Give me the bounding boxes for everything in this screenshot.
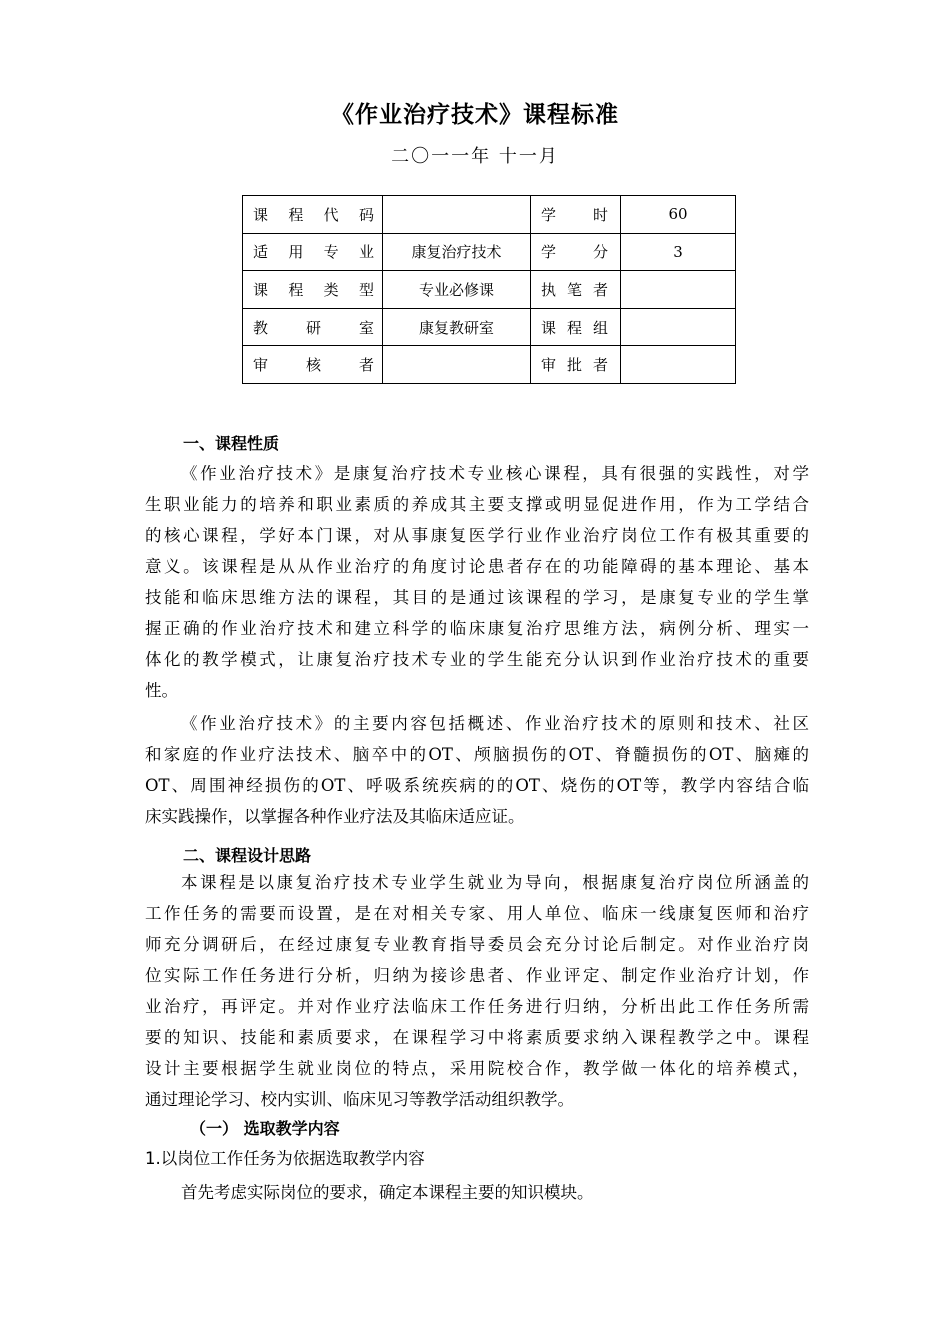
paragraph-line: 本课程是以康复治疗技术专业学生就业为导向，根据康复治疗岗位所涵盖的	[181, 873, 809, 892]
info-row	[243, 196, 736, 234]
paragraph-line: 《作业治疗技术》的主要内容包括概述、作业治疗技术的原则和技术、社区	[181, 714, 809, 733]
paragraph-line: 工作任务的需要而设置，是在对相关专家、用人单位、临床一线康复医师和治疗	[145, 904, 809, 923]
paragraph-line: 床实践操作，以掌握各种作业疗法及其临床适应证。	[145, 807, 525, 826]
info-value	[621, 346, 736, 384]
paragraph-line: 技能和临床思维方法的课程，其目的是通过该课程的学习，是康复专业的学生掌	[145, 588, 809, 607]
info-value	[621, 308, 736, 346]
info-value: 康复治疗技术	[383, 233, 531, 271]
info-label: 课程组	[531, 308, 621, 346]
nature-paragraph-1	[145, 458, 809, 706]
info-label: 课程类型	[243, 271, 383, 309]
info-label: 学分	[531, 233, 621, 271]
item-1-heading: 1.以岗位工作任务为依据选取教学内容	[145, 1149, 425, 1168]
info-label: 审核者	[243, 346, 383, 384]
paragraph-line: 通过理论学习、校内实训、临床见习等教学活动组织教学。	[145, 1090, 574, 1109]
paragraph-line: 《作业治疗技术》是康复治疗技术专业核心课程，具有很强的实践性，对学	[181, 464, 809, 483]
course-info-table	[242, 195, 736, 384]
document-date: 二〇一一年 十一月	[391, 146, 559, 167]
paragraph-line: 的核心课程，学好本门课，对从事康复医学行业作业治疗岗位工作有极其重要的	[145, 526, 809, 545]
paragraph-line: 意义。该课程是从从作业治疗的角度讨论患者存在的功能障碍的基本理论、基本	[145, 557, 809, 576]
info-label: 执笔者	[531, 271, 621, 309]
info-label: 学时	[531, 196, 621, 234]
info-label: 审批者	[531, 346, 621, 384]
paragraph-line: 和家庭的作业疗法技术、脑卒中的OT、颅脑损伤的OT、脊髓损伤的OT、脑瘫的	[145, 745, 809, 764]
info-label: 适用专业	[243, 233, 383, 271]
info-row	[243, 346, 736, 384]
section-heading-nature: 一、课程性质	[183, 434, 280, 453]
info-value: 60	[621, 196, 736, 234]
info-row	[243, 308, 736, 346]
paragraph-line: 生职业能力的培养和职业素质的养成其主要支撑或明显促进作用，作为工学结合	[145, 495, 809, 514]
info-value	[383, 196, 531, 234]
info-value: 康复教研室	[383, 308, 531, 346]
info-row	[243, 271, 736, 309]
paragraph-line: 要的知识、技能和素质要求，在课程学习中将素质要求纳入课程教学之中。课程	[145, 1028, 809, 1047]
info-value: 3	[621, 233, 736, 271]
paragraph-line: 设计主要根据学生就业岗位的特点，采用院校合作，教学做一体化的培养模式，	[145, 1059, 809, 1078]
paragraph-line: 体化的教学模式，让康复治疗技术专业的学生能充分认识到作业治疗技术的重要	[145, 650, 809, 669]
document-title: 《作业治疗技术》课程标准	[331, 102, 619, 128]
paragraph-line: 性。	[145, 681, 178, 700]
info-value: 专业必修课	[383, 271, 531, 309]
paragraph-line: 业治疗，再评定。并对作业疗法临床工作任务进行归纳，分析出此工作任务所需	[145, 997, 809, 1016]
paragraph-line: OT、周围神经损伤的OT、呼吸系统疾病的的OT、烧伤的OT等，教学内容结合临	[145, 776, 809, 795]
nature-paragraph-2	[145, 708, 809, 832]
paragraph-line: 位实际工作任务进行分析，归纳为接诊患者、作业评定、制定作业治疗计划，作	[145, 966, 809, 985]
paragraph-line: 师充分调研后，在经过康复专业教育指导委员会充分讨论后制定。对作业治疗岗	[145, 935, 809, 954]
sub-heading-content: （一） 选取教学内容	[190, 1119, 340, 1138]
info-value	[383, 346, 531, 384]
item-1-text: 首先考虑实际岗位的要求，确定本课程主要的知识模块。	[181, 1183, 594, 1202]
info-row	[243, 233, 736, 271]
info-label: 课程代码	[243, 196, 383, 234]
paragraph-line: 握正确的作业治疗技术和建立科学的临床康复治疗思维方法，病例分析、理实一	[145, 619, 809, 638]
section-heading-design: 二、课程设计思路	[183, 846, 312, 865]
info-value	[621, 271, 736, 309]
design-paragraph	[145, 867, 809, 1115]
info-label: 教研室	[243, 308, 383, 346]
